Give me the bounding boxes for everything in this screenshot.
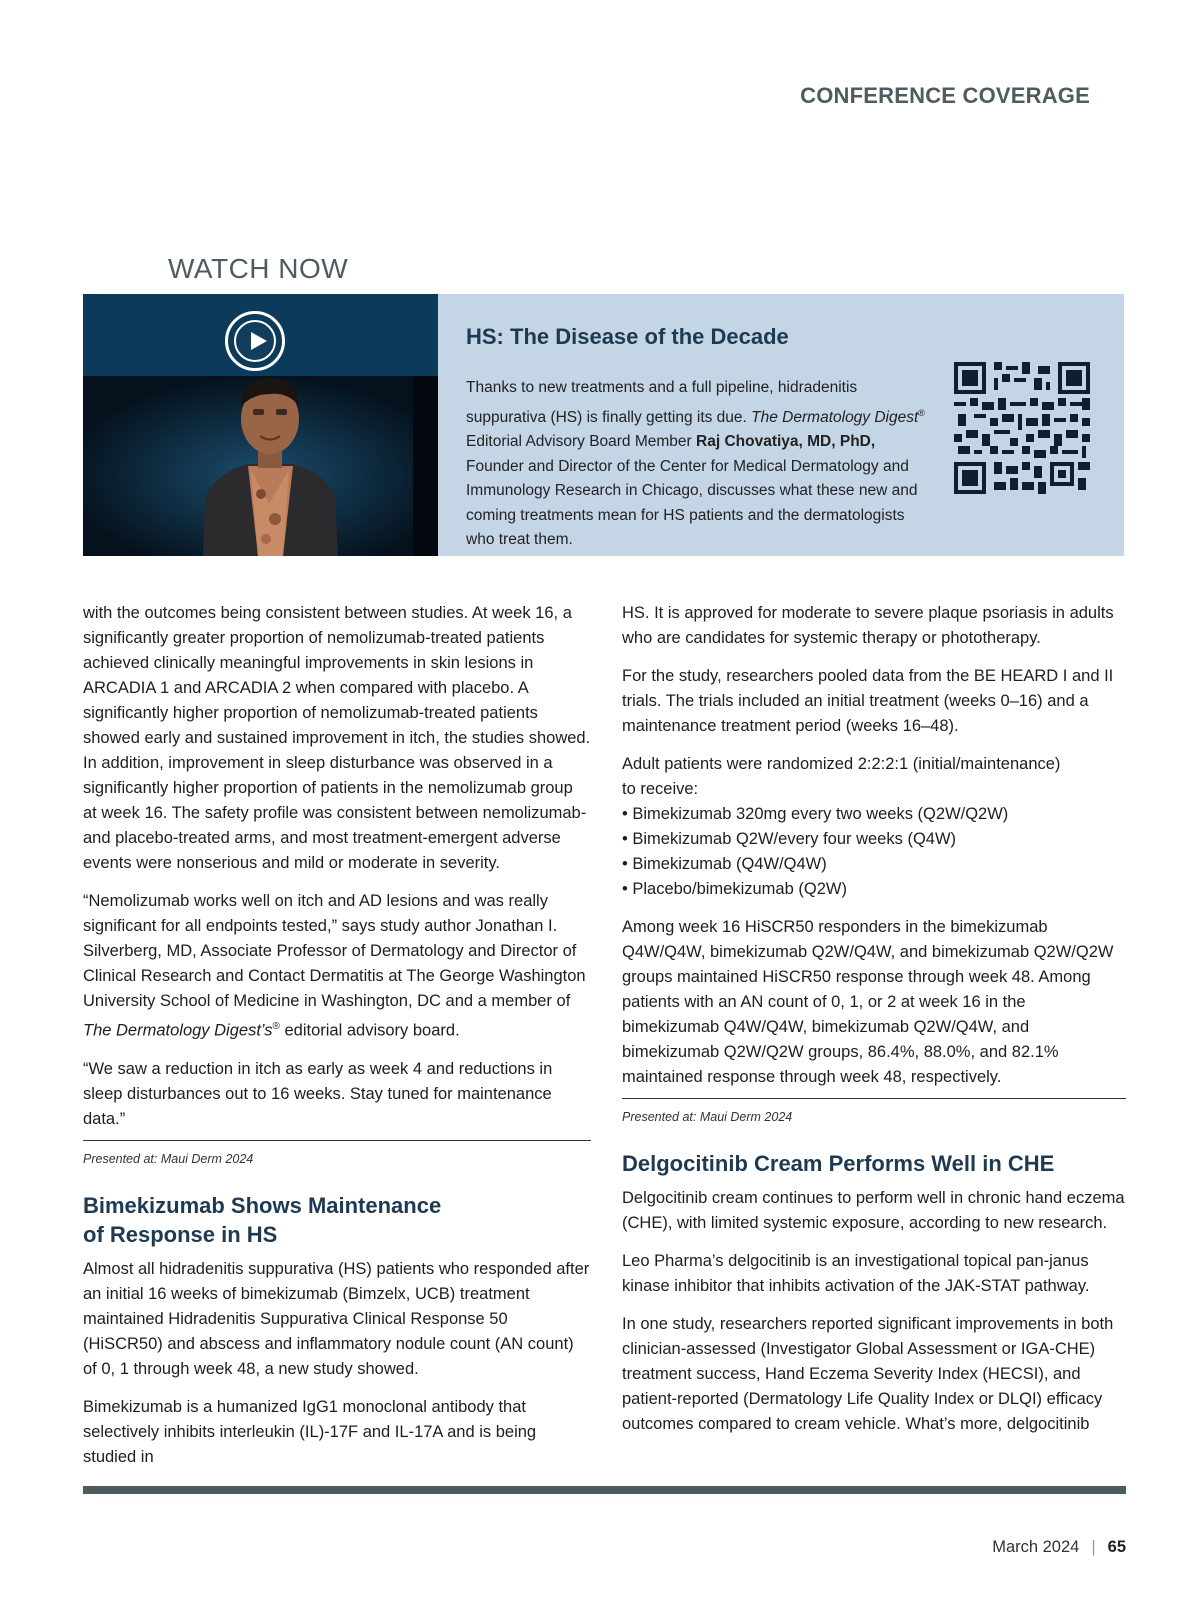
paragraph: “We saw a reduction in itch as early as week 4 and reductions in sleep disturbances out to 16 weeks. Stay tuned for maintenance data.” (83, 1059, 553, 1128)
description-text: Editorial Advisory Board Member (466, 433, 697, 451)
list-item: • Placebo/bimekizumab (Q2W) (622, 880, 847, 898)
journal-name: The Dermatology Digest’s (83, 1021, 273, 1040)
divider (622, 1098, 1126, 1099)
heading-line: Bimekizumab Shows Maintenance (83, 1192, 442, 1218)
page-footer (992, 1538, 1126, 1557)
paragraph (83, 889, 591, 1044)
page-number: 65 (1107, 1538, 1126, 1556)
list-item: • Bimekizumab 320mg every two weeks (Q2W/Q2W) (622, 805, 1009, 823)
paragraph: For the study, researchers pooled data from the BE HEARD I and II trials. The trials included an initial treatment (weeks 0–16) and a maintenance treatment period (weeks 16–48). (622, 667, 1114, 735)
section-label: CONFERENCE COVERAGE (800, 83, 1090, 108)
play-button[interactable] (225, 311, 285, 371)
quote-text: editorial advisory board. (279, 1021, 460, 1040)
left-column (83, 601, 591, 1483)
list-item: • Bimekizumab Q2W/every four weeks (Q4W) (622, 830, 957, 848)
registered-mark: ® (272, 1021, 280, 1032)
list-intro: Adult patients were randomized 2:2:2:1 (initial/maintenance) (622, 755, 1061, 773)
footer-bar (83, 1486, 1126, 1494)
video-title: HS: The Disease of the Decade (466, 324, 789, 349)
article-heading: Delgocitinib Cream Performs Well in CHE (622, 1151, 1055, 1176)
paragraph: Among week 16 HiSCR50 responders in the bimekizumab Q4W/Q4W, bimekizumab Q2W/Q4W, and bimekizumab Q2W/Q2W groups maintained HiSCR50 response through week 48. Among patients with an AN count of 0, 1, or 2 at week 16 in the bimekizumab Q4W/Q4W, bimekizumab Q2W/Q4W, and bimekizumab Q2W/Q2W groups, 86.4%, 88.0%, and 82.1% maintained response through week 48, respectively. (622, 918, 1114, 1086)
right-column (622, 601, 1126, 1450)
paragraph: HS. It is approved for moderate to severe plaque psoriasis in adults who are candidates for systemic therapy or phototherapy. (622, 604, 1114, 647)
paragraph: Leo Pharma’s delgocitinib is an investigational topical pan-janus kinase inhibitor that inhibits activation of the JAK-STAT pathway. (622, 1252, 1090, 1295)
qr-code-icon[interactable] (954, 362, 1090, 494)
footer-separator: | (1091, 1538, 1096, 1556)
presented-at-note: Presented at: Maui Derm 2024 (622, 1110, 793, 1124)
paragraph: Almost all hidradenitis suppurativa (HS) patients who responded after an initial 16 weeks of bimekizumab (Bimzelx, UCB) treatment maintained Hidradenitis Suppurativa Clinical Response 50 (HiSCR50) and abscess and inflammatory nodule count (AN count) of 0, 1 through week 48, a new study showed. (83, 1259, 590, 1378)
description-text: Thanks to new treatments and a full pipeline, hidradenitis suppurativa (HS) is finally getting its due. (466, 379, 858, 426)
paragraph: Delgocitinib cream continues to perform well in chronic hand eczema (CHE), with limited systemic exposure, according to new research. (622, 1189, 1125, 1232)
treatment-list (622, 802, 1126, 902)
play-icon (234, 320, 276, 362)
presented-at-note: Presented at: Maui Derm 2024 (83, 1151, 254, 1166)
quote-text: “Nemolizumab works well on itch and AD lesions and was really significant for all endpoints tested,” says study author Jonathan I. Silverberg, MD, Associate Professor of Dermatology and Director of Clinical Research and Contact Dermatitis at The George Washington University School of Medicine in Washington, DC and a member of (83, 892, 586, 1010)
list-intro: to receive: (622, 780, 699, 798)
paragraph: In one study, researchers reported significant improvements in both clinician-assessed (Investigator Global Assessment or IGA-CHE) treatment success, Hand Eczema Severity Index (HECSI), and patient-reported (Dermatology Life Quality Index or DLQI) efficacy outcomes compared to cream vehicle. What’s more, delgocitinib (622, 1315, 1114, 1433)
heading-line: of Response in HS (83, 1221, 278, 1247)
paragraph (622, 752, 1126, 802)
registered-mark: ® (918, 407, 925, 418)
video-info-panel (438, 294, 1124, 556)
paragraph: with the outcomes being consistent between studies. At week 16, a significantly greater proportion of nemolizumab-treated patients achieved clinically meaningful improvements in skin lesions in ARCADIA 1 and ARCADIA 2 when compared with placebo. A significantly higher proportion of nemolizumab-treated patients showed early and sustained improvement in itch, the studies showed. In addition, improvement in sleep disturbance was observed in a significantly higher proportion of patients in the nemolizumab group at week 16. The safety profile was consistent between nemolizumab- and placebo-treated arms, and most treatment-emergent adverse events were nonserious and mild or moderate in severity. (83, 604, 591, 872)
article-heading (83, 1191, 591, 1249)
video-description (466, 376, 936, 553)
journal-name: The Dermatology Digest (751, 408, 919, 426)
description-text: Founder and Director of the Center for Medical Dermatology and Immunology Research in Chicago, discusses what these new and coming treatments mean for HS patients and the dermatologists who treat them. (466, 457, 918, 549)
list-item: • Bimekizumab (Q4W/Q4W) (622, 855, 827, 873)
watch-now-label: WATCH NOW (168, 253, 349, 284)
issue-date: March 2024 (992, 1538, 1080, 1556)
paragraph: Bimekizumab is a humanized IgG1 monoclonal antibody that selectively inhibits interleukin (IL)-17F and IL-17A and is being studied in (83, 1397, 537, 1466)
presenter-name: Raj Chovatiya, MD, PhD, (696, 433, 876, 451)
video-thumbnail[interactable] (83, 294, 438, 556)
divider (83, 1140, 591, 1141)
